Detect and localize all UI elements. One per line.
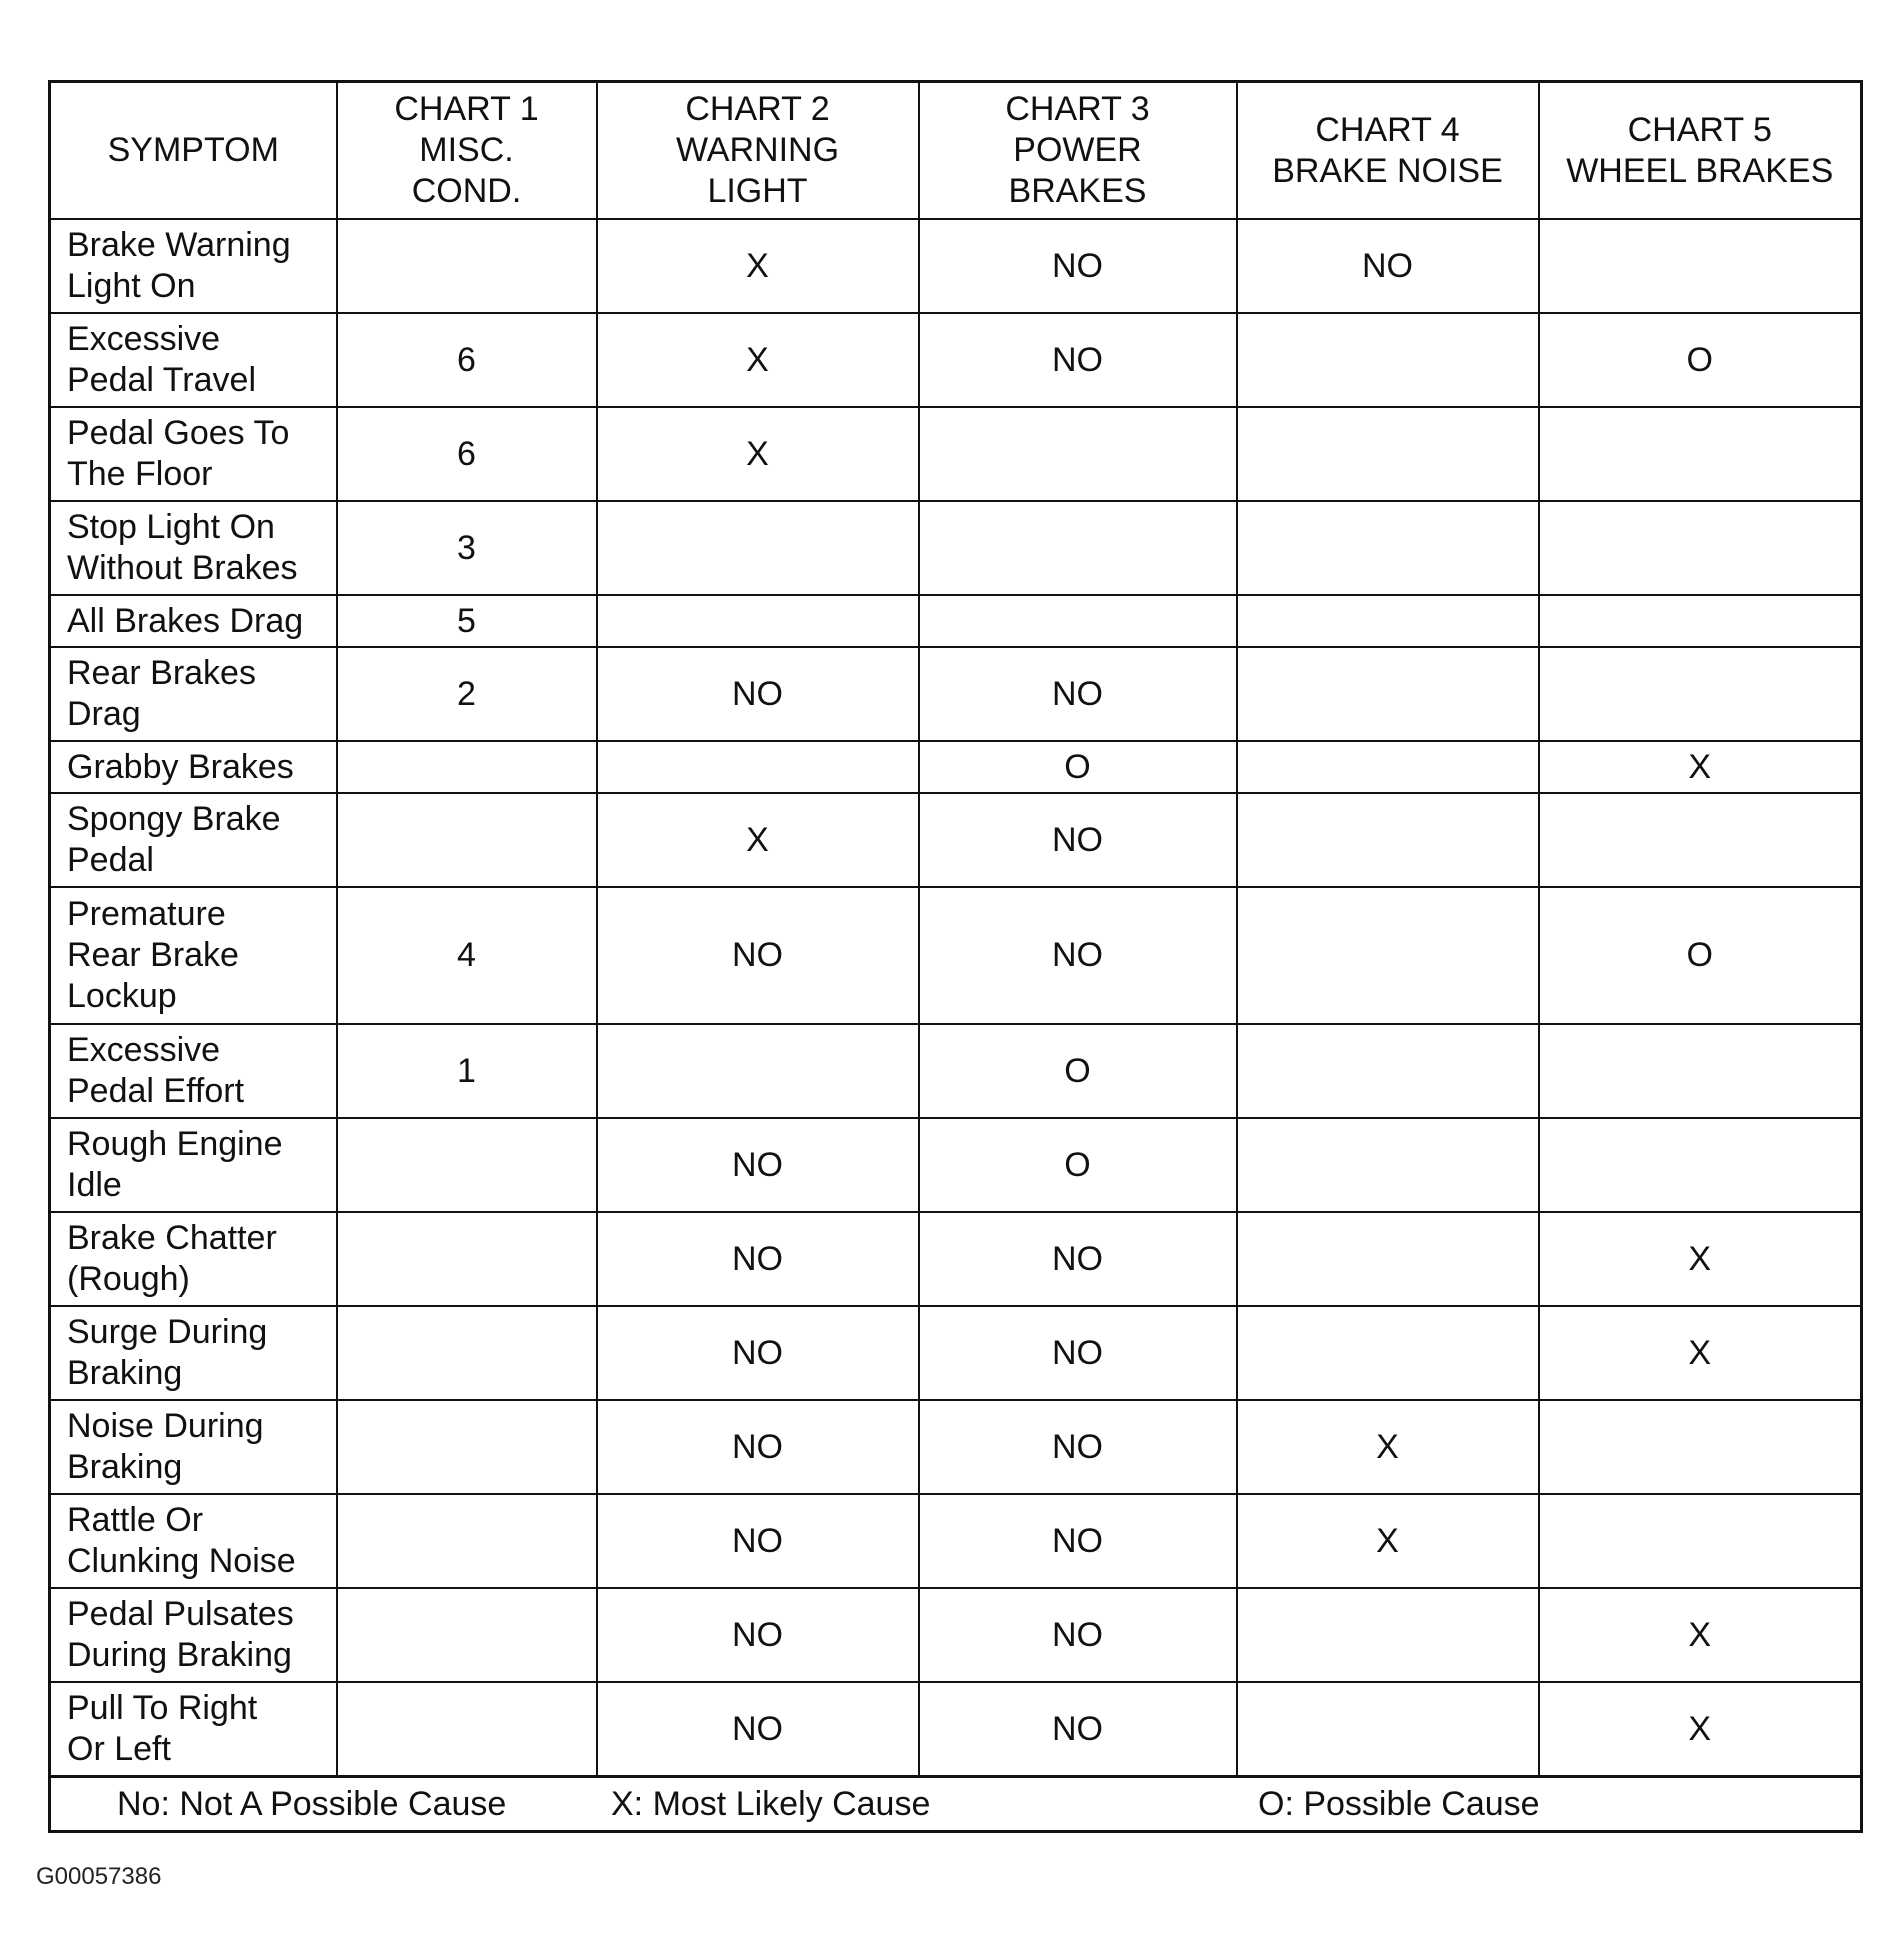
symptom-cell: Rattle Or Clunking Noise [50, 1494, 337, 1588]
table-cell [597, 741, 919, 793]
table-cell: NO [919, 219, 1237, 313]
table-row [50, 501, 1862, 595]
table-cell: NO [597, 1118, 919, 1212]
table-cell: 6 [337, 313, 597, 407]
symptom-cell: Pull To Right Or Left [50, 1682, 337, 1777]
table-cell: X [597, 313, 919, 407]
table-cell [1539, 647, 1862, 741]
table-cell: X [597, 407, 919, 501]
symptom-cell: Pedal Goes To The Floor [50, 407, 337, 501]
table-cell: X [1237, 1494, 1539, 1588]
table-row [50, 1682, 1862, 1777]
table-cell: NO [919, 1494, 1237, 1588]
figure-id: G00057386 [36, 1863, 162, 1890]
table-cell [1237, 887, 1539, 1024]
table-cell: NO [919, 1588, 1237, 1682]
legend-row [50, 1777, 1862, 1832]
table-cell: NO [597, 647, 919, 741]
table-cell [919, 595, 1237, 647]
table-cell: O [1539, 887, 1862, 1024]
table-cell [337, 1682, 597, 1777]
table-cell: NO [597, 1212, 919, 1306]
table-cell [337, 1212, 597, 1306]
header-symptom: SYMPTOM [50, 82, 337, 220]
table-row [50, 595, 1862, 647]
table-row [50, 1118, 1862, 1212]
symptom-cell: Premature Rear Brake Lockup [50, 887, 337, 1024]
table-cell [337, 793, 597, 887]
table-row [50, 219, 1862, 313]
table-cell [1237, 595, 1539, 647]
header-chart-3: CHART 3 POWER BRAKES [919, 82, 1237, 220]
table-cell [597, 1024, 919, 1118]
table-cell: X [1539, 741, 1862, 793]
symptom-cell: Grabby Brakes [50, 741, 337, 793]
table-cell: NO [919, 1400, 1237, 1494]
table-cell: NO [1237, 219, 1539, 313]
table-cell: 2 [337, 647, 597, 741]
symptom-cell: Excessive Pedal Effort [50, 1024, 337, 1118]
header-row [50, 82, 1862, 220]
symptom-cell: Rough Engine Idle [50, 1118, 337, 1212]
table-cell: 6 [337, 407, 597, 501]
table-cell: NO [597, 887, 919, 1024]
table-cell: X [1539, 1588, 1862, 1682]
symptom-cell: Noise During Braking [50, 1400, 337, 1494]
table-row [50, 1212, 1862, 1306]
table-cell [337, 1400, 597, 1494]
table-cell [1237, 647, 1539, 741]
legend-no: No: Not A Possible Cause [117, 1785, 507, 1823]
table-cell: NO [597, 1306, 919, 1400]
table-cell: NO [597, 1494, 919, 1588]
table-cell [597, 595, 919, 647]
table-cell [1237, 1682, 1539, 1777]
table-cell: 4 [337, 887, 597, 1024]
table-cell [1237, 793, 1539, 887]
table-cell: NO [919, 887, 1237, 1024]
table-cell: X [1539, 1306, 1862, 1400]
table-cell: O [919, 1024, 1237, 1118]
table-cell: NO [919, 1212, 1237, 1306]
table-cell [1539, 1024, 1862, 1118]
table-row [50, 741, 1862, 793]
table-row [50, 1400, 1862, 1494]
symptom-cell: Pedal Pulsates During Braking [50, 1588, 337, 1682]
table-row [50, 887, 1862, 1024]
table-cell: X [1539, 1212, 1862, 1306]
table-cell [337, 219, 597, 313]
symptom-cell: Spongy Brake Pedal [50, 793, 337, 887]
table-cell: NO [597, 1588, 919, 1682]
table-cell [1539, 219, 1862, 313]
table-cell: 1 [337, 1024, 597, 1118]
table-cell [337, 1494, 597, 1588]
table-row [50, 1306, 1862, 1400]
table-cell [919, 407, 1237, 501]
table-cell [597, 501, 919, 595]
table-row [50, 1588, 1862, 1682]
table-cell [1237, 1306, 1539, 1400]
table-cell [1237, 1212, 1539, 1306]
table-cell [1237, 741, 1539, 793]
table-cell: O [1539, 313, 1862, 407]
table-row [50, 313, 1862, 407]
table-cell [1237, 1118, 1539, 1212]
table-cell [337, 1306, 597, 1400]
table-cell [337, 1588, 597, 1682]
header-chart-1: CHART 1 MISC. COND. [337, 82, 597, 220]
table-cell [1539, 501, 1862, 595]
table-cell [1237, 407, 1539, 501]
table-cell [337, 1118, 597, 1212]
table-cell: X [597, 793, 919, 887]
table-cell: O [919, 1118, 1237, 1212]
table-cell: NO [919, 1682, 1237, 1777]
table-row [50, 407, 1862, 501]
table-cell [1237, 1588, 1539, 1682]
legend [51, 1778, 1860, 1830]
table-cell: NO [919, 647, 1237, 741]
legend-x: X: Most Likely Cause [611, 1785, 931, 1823]
symptom-cell: Excessive Pedal Travel [50, 313, 337, 407]
header-chart-2: CHART 2 WARNING LIGHT [597, 82, 919, 220]
table-cell [1539, 1400, 1862, 1494]
table-cell [1539, 1494, 1862, 1588]
table-cell [919, 501, 1237, 595]
table-cell [1237, 313, 1539, 407]
table-cell: NO [919, 793, 1237, 887]
table-cell: X [597, 219, 919, 313]
symptom-cell: Brake Chatter (Rough) [50, 1212, 337, 1306]
table-cell: X [1539, 1682, 1862, 1777]
table-cell [1237, 1024, 1539, 1118]
header-chart-5: CHART 5 WHEEL BRAKES [1539, 82, 1862, 220]
symptom-cell: Brake Warning Light On [50, 219, 337, 313]
table-cell: O [919, 741, 1237, 793]
table-cell [337, 741, 597, 793]
brake-diagnosis-table [48, 80, 1863, 1833]
symptom-cell: Surge During Braking [50, 1306, 337, 1400]
table-cell: 5 [337, 595, 597, 647]
table-cell: 3 [337, 501, 597, 595]
symptom-cell: Stop Light On Without Brakes [50, 501, 337, 595]
table-cell: NO [919, 1306, 1237, 1400]
symptom-cell: Rear Brakes Drag [50, 647, 337, 741]
symptom-cell: All Brakes Drag [50, 595, 337, 647]
legend-o: O: Possible Cause [1258, 1785, 1540, 1823]
table-row [50, 793, 1862, 887]
table-cell: NO [919, 313, 1237, 407]
table-cell: NO [597, 1400, 919, 1494]
table-cell [1539, 1118, 1862, 1212]
header-chart-4: CHART 4 BRAKE NOISE [1237, 82, 1539, 220]
table-row [50, 1024, 1862, 1118]
table-cell: NO [597, 1682, 919, 1777]
table-cell [1237, 501, 1539, 595]
table-cell: X [1237, 1400, 1539, 1494]
table-row [50, 647, 1862, 741]
table-cell [1539, 595, 1862, 647]
table-cell [1539, 407, 1862, 501]
table-row [50, 1494, 1862, 1588]
table-cell [1539, 793, 1862, 887]
legend-cell [50, 1777, 1862, 1832]
